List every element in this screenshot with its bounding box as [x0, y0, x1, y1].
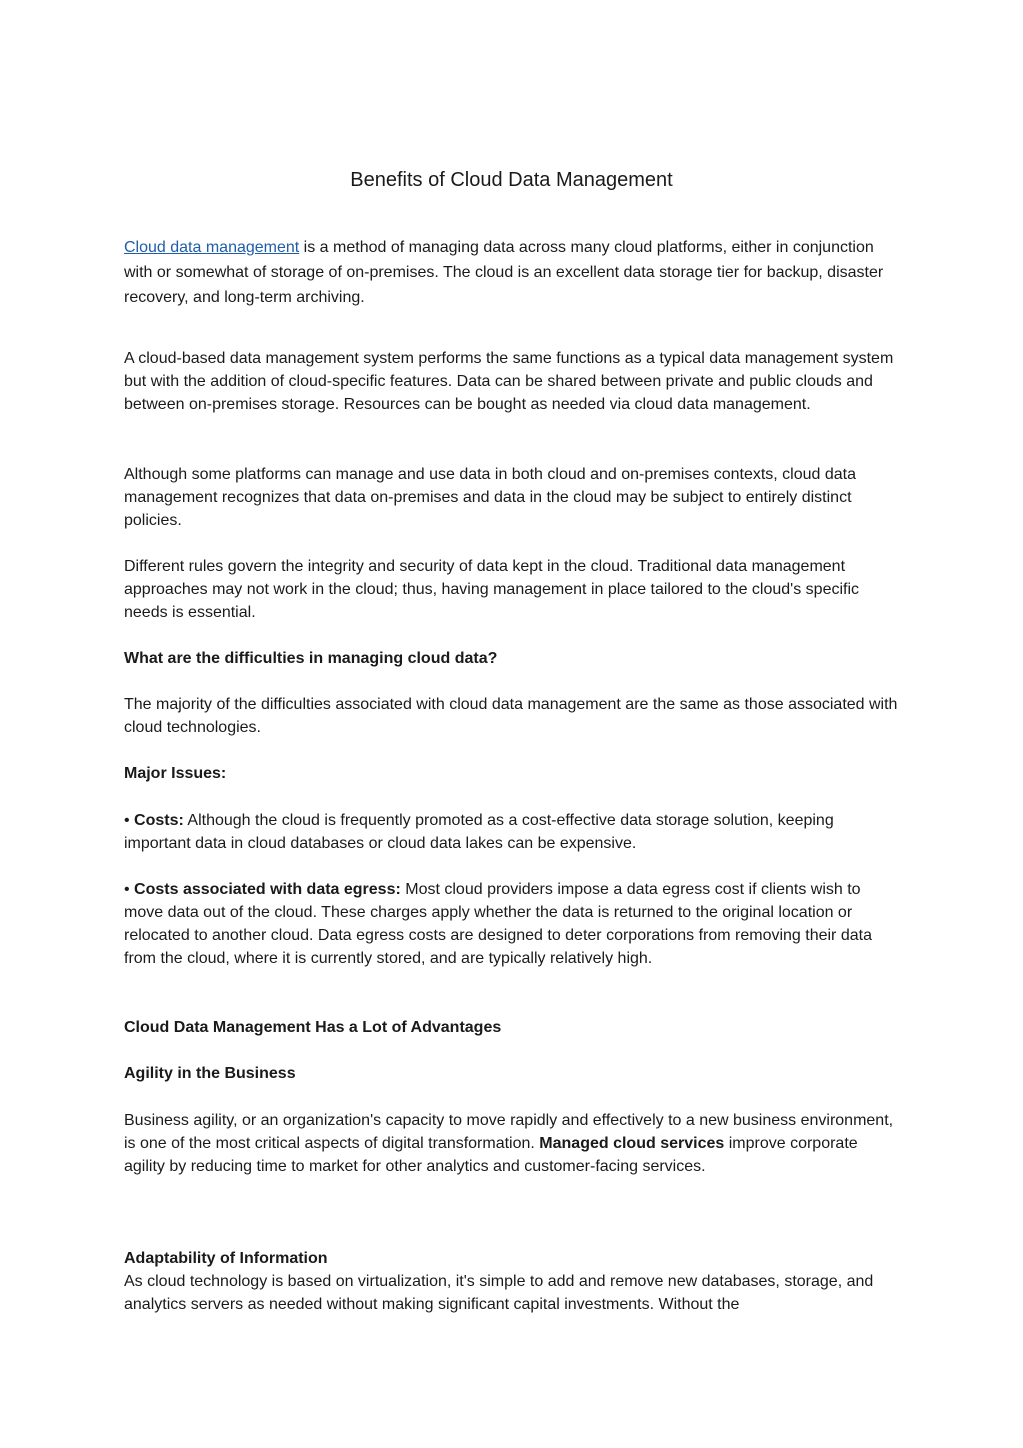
issue-egress	[124, 878, 900, 970]
major-issues-heading	[124, 762, 900, 785]
bullet: •	[124, 881, 135, 898]
issue-costs-label: Costs:	[134, 812, 184, 829]
adaptability-heading	[124, 1247, 900, 1270]
cloud-data-management-link[interactable]: Cloud data management	[124, 239, 300, 256]
paragraph-1: A cloud-based data management system performs the same functions as a typical data management system but with the addition of cloud-specific features. Data can be shared between private and public clouds and between on-premises storage. Resources can be bought as needed via cloud data management.	[124, 350, 894, 413]
major-issues-heading-text: Major Issues:	[124, 765, 227, 782]
difficulties-paragraph: The majority of the difficulties associated with cloud data management are the same as those associated with cloud technologies.	[124, 696, 898, 736]
adaptability-paragraph: As cloud technology is based on virtualization, it's simple to add and remove new databases, storage, and analytics servers as needed without making significant capital investments. Without the	[124, 1273, 874, 1313]
intro-text: is a method of managing data across many cloud platforms, either in conjunction with or somewhat of storage of on-premises. The cloud is an excellent data storage tier for backup, disaster recovery, and long-term archiving.	[124, 239, 884, 306]
advantages-heading	[124, 1016, 900, 1039]
agility-heading-text: Agility in the Business	[124, 1065, 296, 1082]
paragraph-3: Different rules govern the integrity and security of data kept in the cloud. Traditional data management approaches may not work in the cloud; thus, having management in place tailored to the cloud's specific needs is essential.	[124, 558, 860, 621]
managed-cloud-services-bold: Managed cloud services	[539, 1135, 725, 1152]
agility-text-before: Business agility, or an organization's capacity to move rapidly and effectively to a new business environment, is one of the most critical aspects of digital transformation.	[124, 1112, 894, 1152]
difficulties-heading-text: What are the difficulties in managing cloud data?	[124, 650, 498, 667]
issue-costs	[124, 809, 900, 855]
issue-costs-text: Although the cloud is frequently promoted as a cost-effective data storage solution, keeping important data in cloud databases or cloud data lakes can be expensive.	[124, 812, 834, 852]
agility-heading	[124, 1062, 900, 1085]
difficulties-heading	[124, 647, 900, 670]
intro-paragraph	[124, 235, 900, 310]
advantages-heading-text: Cloud Data Management Has a Lot of Advantages	[124, 1019, 502, 1036]
issue-egress-label: Costs associated with data egress:	[134, 881, 401, 898]
adaptability-heading-text: Adaptability of Information	[124, 1250, 328, 1267]
agility-paragraph	[124, 1109, 900, 1178]
issue-egress-text: Most cloud providers impose a data egress cost if clients wish to move data out of the cloud. These charges apply whether the data is returned to the original location or relocated to another cloud. Data egress costs are designed to deter corporations from removing their data from the cloud, where it is currently stored, and are typically relatively high.	[124, 881, 872, 967]
page-title: Benefits of Cloud Data Management	[350, 169, 673, 191]
agility-text-after: improve corporate agility by reducing time to market for other analytics and customer-facing services.	[124, 1135, 858, 1175]
paragraph-2: Although some platforms can manage and use data in both cloud and on-premises contexts, cloud data management recognizes that data on-premises and data in the cloud may be subject to entirely distinct policies.	[124, 466, 857, 529]
bullet: •	[124, 812, 135, 829]
